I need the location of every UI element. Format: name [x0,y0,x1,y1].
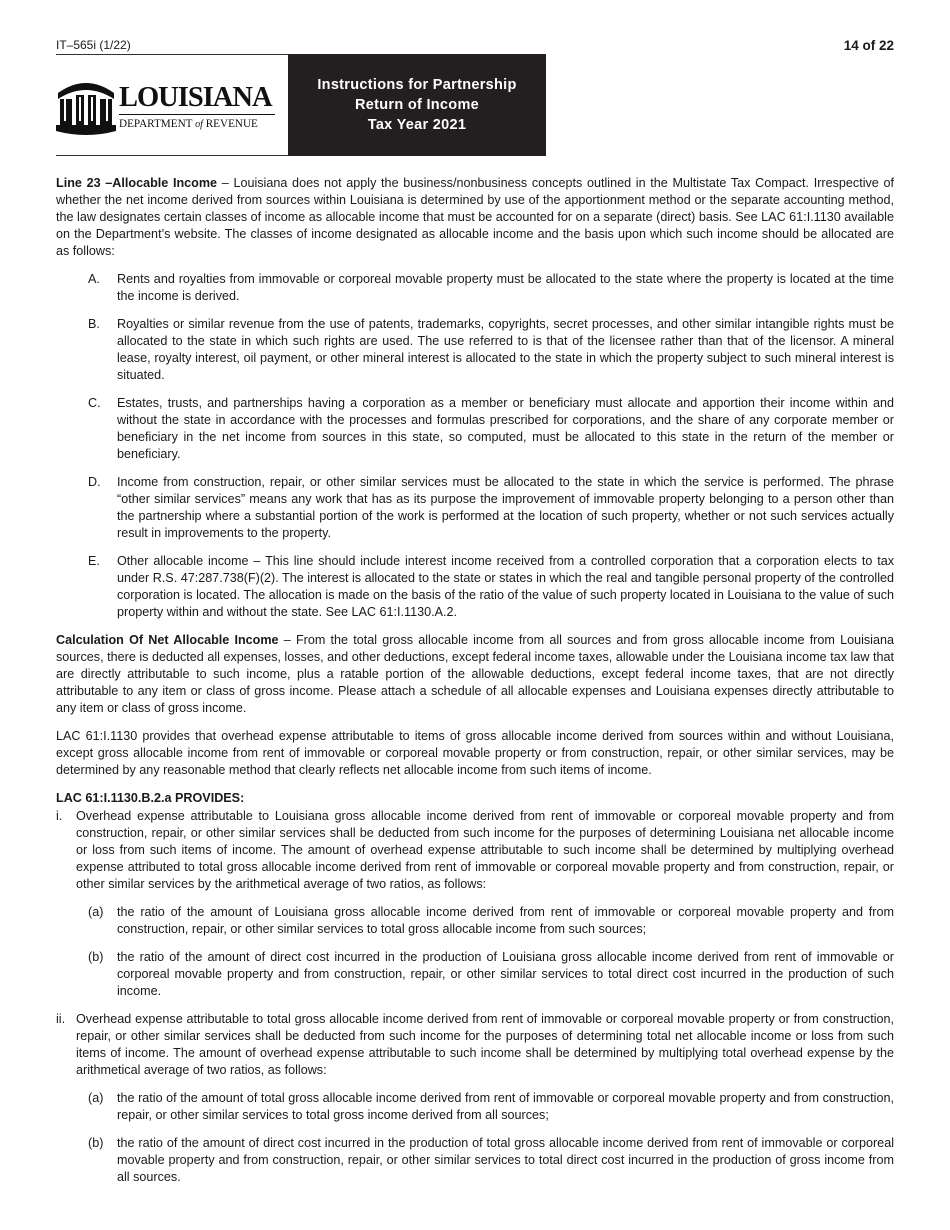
provision-ii-a: (a) the ratio of the amount of total gross allocable income derived from rent of immovable or corporeal movable property and from construction, repair, or other similar services to total gross income derived from all sources; [88,1091,894,1122]
provision-ii: ii. Overhead expense attributable to total gross allocable income derived from rent of immovable or corporeal movable property or from construction, repair, or other similar services shall be deducted from such income for the purposes of determining total net allocable income or loss from such items of income. The amount of overhead expense attributable to such income shall be determined by multiplying total overhead expense by the arithmetical average of two ratios, as follows: [56,1012,894,1077]
logo-department-text: DEPARTMENT of REVENUE [119,118,258,130]
lac-paragraph: LAC 61:I.1130 provides that overhead expense attributable to items of gross allocable income derived from sources within and without Louisiana, except gross allocable income from rent of immovable or corporeal movable property or from construction, repair, or other similar services, may be determined by any reasonable method that clearly reflects net allocable income from such items of income. [56,729,894,777]
provision-i-b: (b) the ratio of the amount of direct cost incurred in the production of Louisiana gross allocable income derived from rent of immovable or corporeal movable property and from construction, repair, or other similar services to total direct cost incurred in the production of such income. [88,950,894,998]
allocable-income-list [56,271,894,621]
list-item: C. Estates, trusts, and partnerships having a corporation as a member or beneficiary must allocate and apportion their income within and without the state in accordance with the processes and formulas prescribed for corporations, and the share of any corporate member or beneficiary in the net income from sources in this state, so computed, must be allocated to this state in the return of the member or beneficiary. [88,396,894,461]
logo-wordmark: LOUISIANA [119,83,275,115]
list-item: A. Rents and royalties from immovable or corporeal movable property must be allocated to the state where the property is located at the time the income is derived. [88,272,894,303]
page-content [56,175,894,1197]
list-item: B. Royalties or similar revenue from the use of patents, trademarks, copyrights, secret processes, and other similar intangible rights must be allocated to the state in which such rights are used. The use referred to is that of the licensee rather than that of the licensor. A mineral lease, royalty interest, oil payment, or other mineral interest is allocated to the state in which the property subject to such mineral interest is situated. [88,317,894,382]
page-number: 14 of 22 [843,38,894,53]
title-line-1: Instructions for Partnership [317,77,517,93]
calculation-heading: Calculation Of Net Allocable Income [56,633,279,647]
provision-i: i. Overhead expense attributable to Louisiana gross allocable income derived from rent of immovable or corporeal movable property and from construction, repair, or other similar services shall be deducted from such income for the purposes of determining Louisiana net allocable income or loss from such items of income. The amount of overhead expense attributable to such income shall be determined by multiplying overhead expense attributed to total gross allocable income derived from rent of immovable or corporeal movable property and from construction, repair, or other similar services by the arithmetical average of two ratios, as follows: [56,809,894,891]
capitol-columns-icon [56,75,116,137]
line-23-heading: Line 23 –Allocable Income [56,176,218,190]
form-id: IT–565i (1/22) [56,38,131,52]
instructions-title-block [288,54,546,156]
page-header [56,54,546,156]
provision-ii-b: (b) the ratio of the amount of direct cost incurred in the production of total gross allocable income derived from rent of immovable or corporeal movable property and from construction, repair, or other similar services to total direct cost incurred in the production of gross income from all sources. [88,1136,894,1184]
title-line-3: Tax Year 2021 [367,117,467,133]
line-23-paragraph: Line 23 –Allocable Income – Louisiana does not apply the business/nonbusiness concepts outlined in the Multistate Tax Compact. Irrespective of whether the net income derived from sources within Louisiana is determined by use of the apportionment method or the separate accounting method, the law designates certain classes of income as allocable income that must be accounted for on a separate (direct) basis. See LAC 61:I.1130 available on the Department’s website. The classes of income designated as allocable income and the basis upon which such income should be allocated are as follows: [56,176,894,258]
list-item: E. Other allocable income – This line should include interest income received from a controlled corporation that a corporation elects to tax under R.S. 47:287.738(F)(2). The interest is allocated to the state or states in which the real and tangible personal property of the controlled corporation is located. The allocation is made on the basis of the ratio of the value of such property located in Louisiana to the value of such property within and without the state. See LAC 61:I.1130.A.2. [88,554,894,619]
list-item: D. Income from construction, repair, or other similar services must be allocated to the state in which the service is performed. The phrase “other similar services” means any work that has as its purpose the improvement of immovable property belonging to a person other than the partnership where a substantial portion of the work is performed at the location of such property, whether or not such services actually result in improvements to the property. [88,475,894,540]
title-line-2: Return of Income [354,97,480,113]
department-logo [56,54,288,156]
provides-heading: LAC 61:I.1130.B.2.a PROVIDES: [56,791,245,805]
calculation-paragraph: Calculation Of Net Allocable Income – From the total gross allocable income from all sources and from gross allocable income from Louisiana sources, there is deducted all expenses, losses, and other deductions, except federal income taxes, allowable under the Louisiana income tax law that are directly attributable to such income, plus a ratable portion of the allowable deductions, except federal income taxes, that are not directly attributable to any item or class of gross income. Please attach a schedule of all allocable expenses and Louisiana expenses directly attributable to any item or class of gross income. [56,633,894,715]
provision-i-a: (a) the ratio of the amount of Louisiana gross allocable income derived from rent of immovable or corporeal movable property and from construction, repair, or other similar services to total gross allocable income from such sources; [88,905,894,936]
